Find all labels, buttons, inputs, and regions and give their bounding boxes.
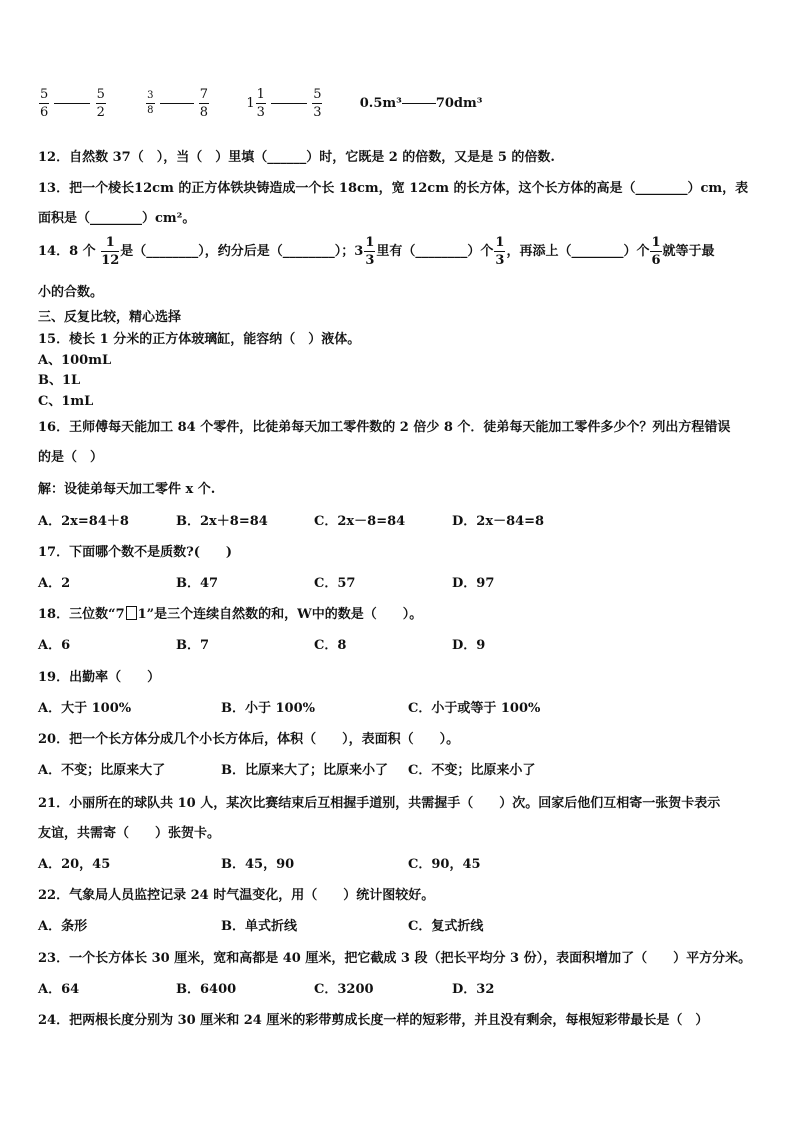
volume-left: 0.5m³ [359,96,402,111]
digit-box [126,606,137,620]
option-d: D．97 [452,576,495,591]
question-23: 23．一个长方体长 30 厘米，宽和高都是 40 厘米，把它截成 3 段（把长平均分 3 份），表面积增加了（ ）平方分米。 [38,951,752,966]
section-3-heading: 三、反复比较，精心选择 [38,310,182,325]
question-16-line3: 解：设徒弟每天加工零件 x 个. [38,482,216,497]
question-14-line1: 14．8 个 $\frac{1}{12}$ 是（________），约分后是（________）；3 $\frac{1}{3}$ 里有（________）个 $\frac{1}{3}$ ，再添上（________）个 $\frac{1}{6}$ 就等于最 [38,235,715,268]
option-d: D．9 [452,638,486,653]
option-c: C．57 [314,576,356,591]
fraction-comparison-row [38,88,482,119]
question-15: 15．棱长 1 分米的正方体玻璃缸，能容纳（ ）液体。 [38,332,361,347]
option-a: A．20，45 [38,857,111,872]
option-c: C．不变；比原来小了 [408,763,536,778]
question-20: 20．把一个长方体分成几个小长方体后，体积（ ），表面积（ ）。 [38,732,460,747]
option-a: A．不变；比原来大了 [38,763,166,778]
option-c: C．小于或等于 100% [408,701,541,716]
option-b: B．45，90 [221,857,295,872]
option-b: B．47 [176,576,219,591]
option-a: A．2 [38,576,71,591]
compare-blank [271,103,307,104]
question-17: 17．下面哪个数不是质数?( ) [38,545,233,560]
question-24: 24．把两根长度分别为 30 厘米和 24 厘米的彩带剪成长度一样的短彩带，并且没有剩余，每根短彩带最长是（ ） [38,1013,709,1028]
question-22: 22．气象局人员监控记录 24 时气温变化，用（ ）统计图较好。 [38,888,435,903]
question-13-line2: 面积是（________）cm²。 [38,211,196,226]
fraction-1-6: $\frac{1}{6}$ [651,235,661,268]
question-18: 18．三位数“7 1”是三个连续自然数的和，W中的数是（ ）。 [38,607,423,622]
question-21-line2: 友谊，共需寄（ ）张贺卡。 [38,826,221,841]
volume-right: 70dm³ [435,96,483,111]
compare-blank [160,103,194,104]
fraction-1-12: $\frac{1}{12}$ [101,235,120,268]
fraction-1-3: $\frac{1}{3}$ [495,235,505,268]
option-b: B．2x＋8=84 [176,514,268,529]
option-a: A．条形 [38,919,88,934]
option-a: A．2x=84＋8 [38,514,129,529]
fraction-5-2: $\frac{5}{2}$ [96,87,105,120]
question-14-line2: 小的合数。 [38,285,104,300]
option-b: B、1L [38,373,81,388]
option-c: C、1mL [38,394,94,409]
question-12: 12．自然数 37（ ），当（ ）里填（______）时，它既是 2 的倍数，又是是 5 的倍数. [38,150,555,165]
option-a: A．64 [38,982,80,997]
question-13-line1: 13．把一个棱长12cm 的正方体铁块铸造成一个长 18cm，宽 12cm 的长方体，这个长方体的高是（________）cm，表 [38,181,749,196]
option-a: A．大于 100% [38,701,132,716]
mixed-number-1-1-3: 1 $\frac{1}{3}$ [246,87,265,120]
fraction-5-3: $\frac{5}{3}$ [313,87,322,120]
compare-blank [402,103,436,104]
option-b: B．单式折线 [221,919,297,934]
option-c: C．90，45 [408,857,481,872]
fraction-1-3: $\frac{1}{3}$ [365,235,375,268]
fraction-5-6: $\frac{5}{6}$ [40,87,49,120]
question-19: 19．出勤率（ ） [38,670,161,685]
question-16-line1: 16．王师傅每天能加工 84 个零件，比徒弟每天加工零件数的 2 倍少 8 个．徒弟每天能加工零件多少个？列出方程错误 [38,420,731,435]
fraction-7-8: $\frac{7}{8}$ [199,87,209,120]
option-c: C．复式折线 [408,919,484,934]
option-d: D．2x－84=8 [452,514,545,529]
option-a: A．6 [38,638,71,653]
question-16-line2: 的是（ ） [38,450,104,465]
option-c: C．2x－8=84 [314,514,406,529]
compare-blank [54,103,90,104]
option-a: A、100mL [38,353,112,368]
fraction-3-8: $\frac{3}{8}$ [147,90,154,116]
option-d: D．32 [452,982,495,997]
option-b: B．7 [176,638,210,653]
option-b: B．小于 100% [221,701,316,716]
option-b: B．比原来大了；比原来小了 [221,763,388,778]
option-c: C．8 [314,638,347,653]
option-c: C．3200 [314,982,374,997]
option-b: B．6400 [176,982,237,997]
question-21-line1: 21．小丽所在的球队共 10 人，某次比赛结束后互相握手道别，共需握手（ ）次。回家后他们互相寄一张贺卡表示 [38,796,721,811]
